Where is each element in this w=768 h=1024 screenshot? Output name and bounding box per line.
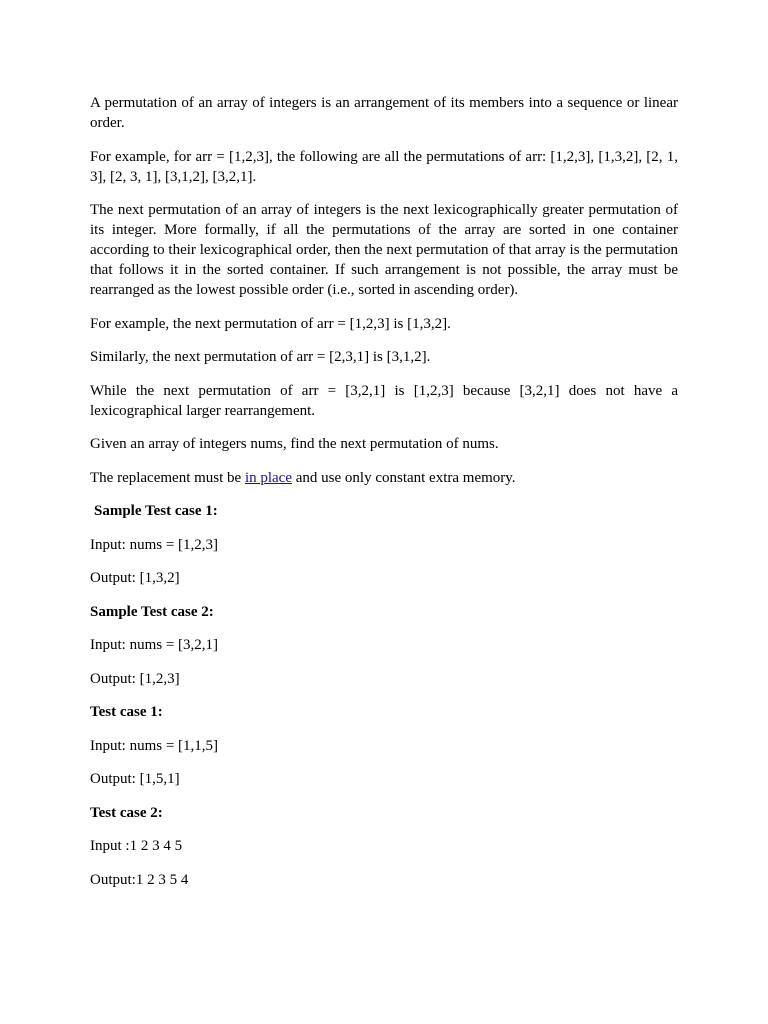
example-permutations-paragraph: For example, for arr = [1,2,3], the following are all the permutations of arr: [1,2,3], [1,3,2], [2, 1, 3], [2, 3, 1], [3,1,2], [3,2,1]. xyxy=(90,148,678,185)
test-case-2-output: Output:1 2 3 5 4 xyxy=(90,871,189,888)
test-case-1-heading: Test case 1: xyxy=(90,704,163,720)
document-body xyxy=(90,93,678,903)
intro-paragraph: A permutation of an array of integers is an arrangement of its members into a sequence or linear order. xyxy=(90,95,678,131)
edge-case-paragraph: While the next permutation of arr = [3,2,1] is [1,2,3] because [3,2,1] does not have a lexicographical larger rearrangement. xyxy=(90,382,678,419)
sample-test-2-input: Input: nums = [3,2,1] xyxy=(90,637,219,653)
in-place-link[interactable]: in place xyxy=(244,469,292,486)
test-case-2-input: Input :1 2 3 4 5 xyxy=(90,838,183,854)
definition-paragraph: The next permutation of an array of integers is the next lexicographically greater permutation of its integer. More formally, if all the permutations of the array are sorted in one container according to their lexicographical order, then the next permutation of that array is the permutation that follows it in the sorted container. If such arrangement is not possible, the array must be rearranged as the lowest possible order (i.e., sorted in ascending order). xyxy=(90,202,678,298)
constraint-text-after: and use only constant extra memory. xyxy=(292,469,516,486)
sample-test-2-heading: Sample Test case 2: xyxy=(90,603,214,620)
example-next-paragraph: For example, the next permutation of arr = [1,2,3] is [1,3,2]. xyxy=(90,315,451,332)
sample-test-1-heading: Sample Test case 1: xyxy=(94,503,218,519)
test-case-1-output: Output: [1,5,1] xyxy=(90,771,180,787)
similar-example-paragraph: Similarly, the next permutation of arr = [2,3,1] is [3,1,2]. xyxy=(90,349,431,365)
sample-test-2-output: Output: [1,2,3] xyxy=(90,670,180,687)
constraint-paragraph xyxy=(90,468,678,488)
test-case-2-heading: Test case 2: xyxy=(90,804,163,821)
constraint-text-before: The replacement must be xyxy=(90,469,245,486)
test-case-1-input: Input: nums = [1,1,5] xyxy=(90,737,219,754)
sample-test-1-input: Input: nums = [1,2,3] xyxy=(90,536,219,553)
task-paragraph: Given an array of integers nums, find the next permutation of nums. xyxy=(90,436,499,452)
sample-test-1-output: Output: [1,3,2] xyxy=(90,570,180,586)
